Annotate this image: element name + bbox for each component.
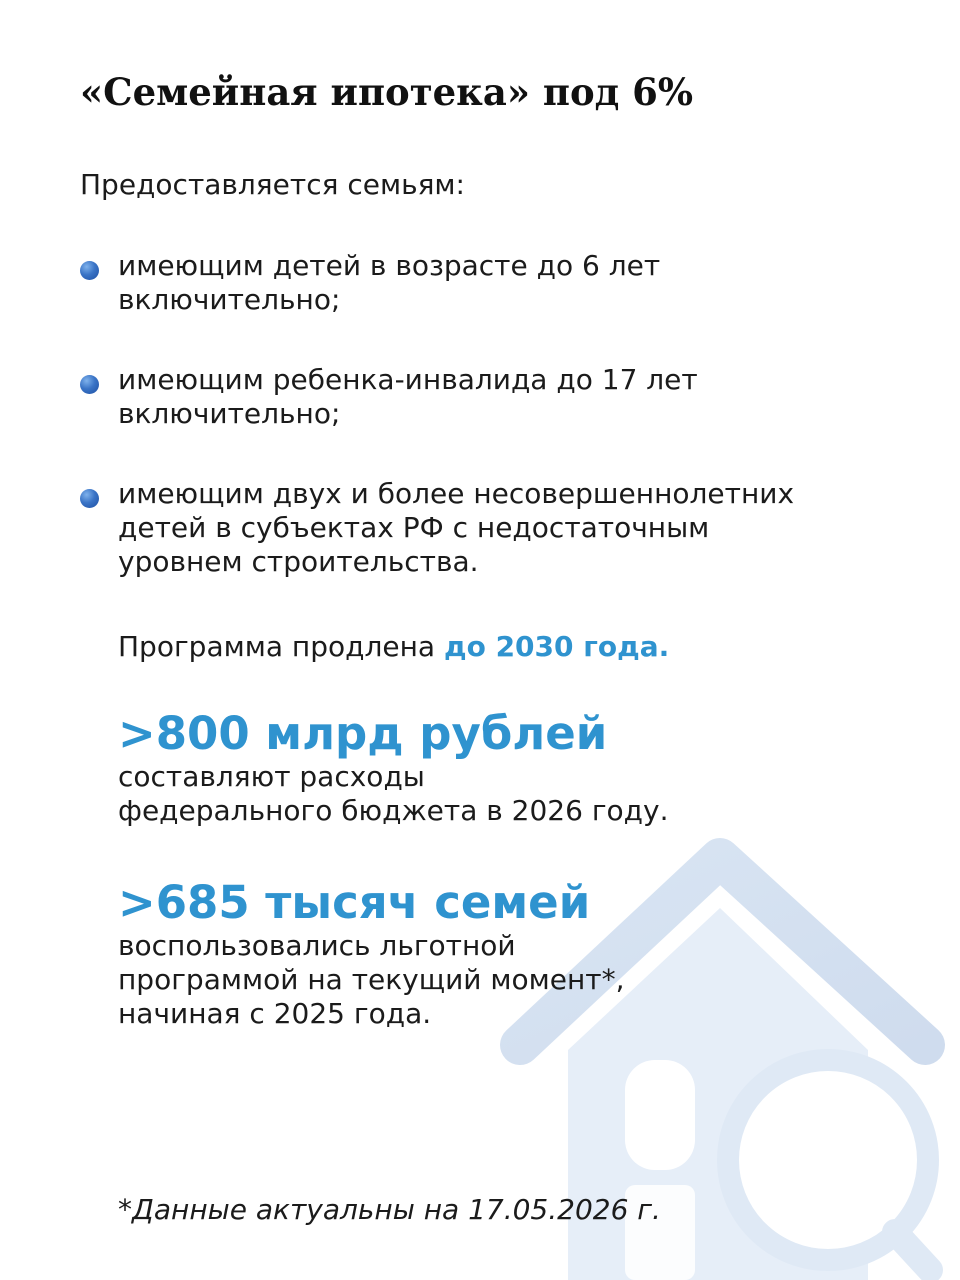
program-extension-highlight: до 2030 года. [443, 630, 670, 663]
list-item-text: имеющим двух и более несовершеннолетних детей в субъектах РФ с недостаточным уровнем строительства. [118, 477, 795, 578]
stat-budget [118, 708, 898, 828]
list-item-text: имеющим детей в возрасте до 6 лет включительно; [118, 249, 661, 316]
page-title: «Семейная ипотека» под 6% [80, 70, 694, 114]
intro-text: Предоставляется семьям: [80, 168, 465, 201]
stat-value: >800 млрд рублей [118, 707, 608, 760]
stat-description: воспользовались льготной программой на текущий момент*, начиная с 2025 года. [118, 929, 625, 1030]
stat-families [118, 877, 898, 1031]
stat-value: >685 тысяч семей [118, 876, 591, 929]
bullet-dot-icon [80, 261, 99, 280]
bullet-dot-icon [80, 489, 99, 508]
magnifier-icon [728, 1060, 930, 1270]
program-extension-text: Программа продлена [118, 630, 444, 663]
bullet-dot-icon [80, 375, 99, 394]
list-item-text: имеющим ребенка-инвалида до 17 лет включительно; [118, 363, 698, 430]
program-extension [118, 627, 669, 667]
footnote: *Данные актуальны на 17.05.2026 г. [118, 1193, 661, 1226]
stat-description: составляют расходы федерального бюджета в 2026 году. [118, 760, 669, 827]
